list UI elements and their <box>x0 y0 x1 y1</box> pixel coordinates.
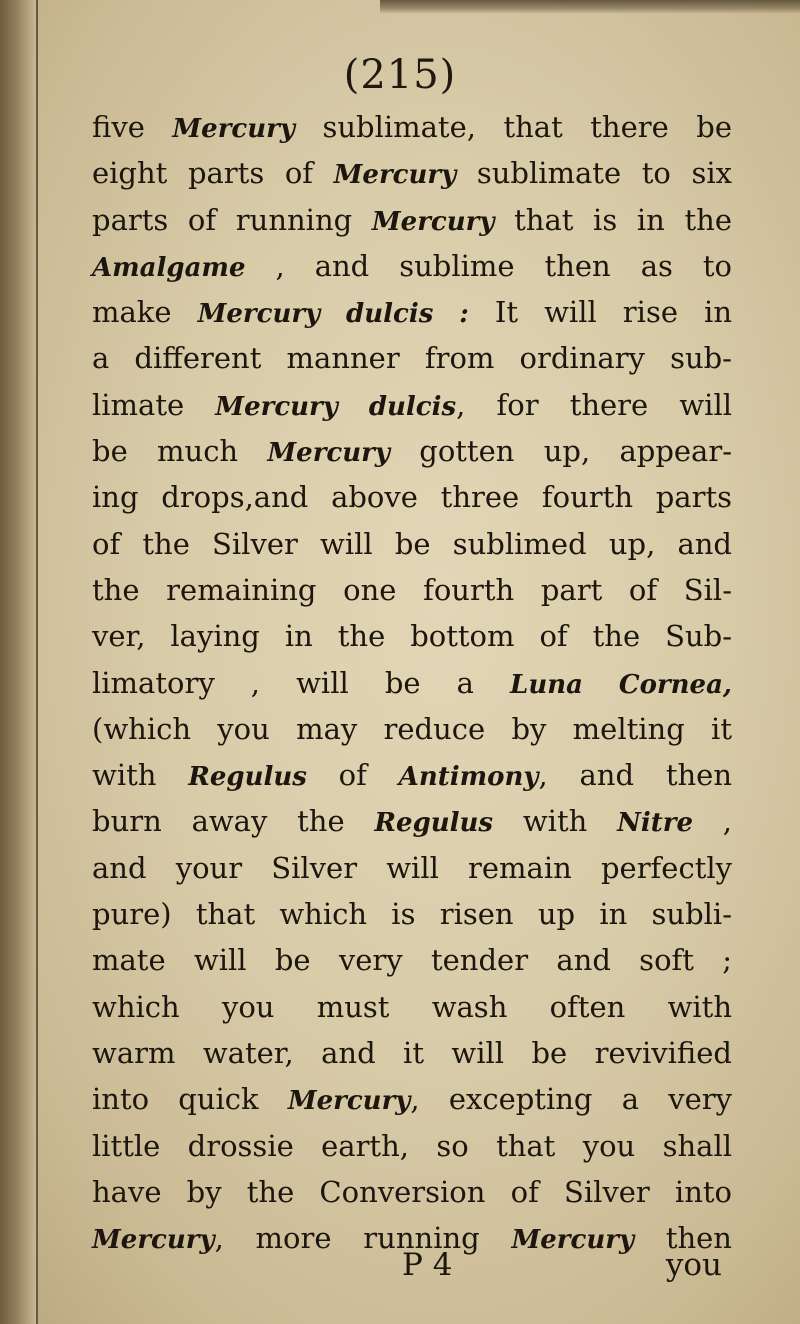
text-segment: limatory , will be a <box>92 665 511 700</box>
text-line <box>92 1123 732 1169</box>
text-line <box>92 752 732 798</box>
page-footer <box>92 1247 732 1293</box>
text-line <box>92 845 732 891</box>
italic-term: Amalgame <box>92 252 246 283</box>
italic-term: Mercury dulcis : <box>197 299 469 330</box>
text-line <box>92 428 732 474</box>
text-segment: gotten up, appear- <box>389 434 732 469</box>
text-line <box>92 1030 732 1076</box>
italic-term: Mercury <box>92 1225 215 1256</box>
text-line <box>92 1169 732 1215</box>
text-line <box>92 289 732 335</box>
text-segment: into quick <box>92 1082 288 1117</box>
text-line <box>92 660 732 706</box>
text-segment: then <box>634 1221 732 1256</box>
text-line <box>92 243 732 289</box>
text-line <box>92 150 732 196</box>
text-segment: pure) that which is risen up in subli- <box>92 897 732 932</box>
italic-term: Nitre <box>617 808 693 839</box>
text-line <box>92 706 732 752</box>
text-segment: It will rise in <box>468 295 732 330</box>
text-segment: eight parts of <box>92 156 334 191</box>
text-line <box>92 197 732 243</box>
text-segment: which you must wash often with <box>92 989 732 1024</box>
text-segment: and your Silver will remain perfectly <box>92 850 732 885</box>
text-segment: have by the Conversion of Silver into <box>92 1174 732 1209</box>
italic-term: Mercury <box>172 114 295 144</box>
text-line <box>92 1076 732 1122</box>
body-text <box>92 104 732 1261</box>
text-line <box>92 104 732 150</box>
text-segment: ing drops,and above three fourth parts <box>92 480 732 515</box>
text-segment: the remaining one fourth part of Sil- <box>92 572 732 607</box>
text-segment: limate <box>92 387 216 422</box>
text-segment: of <box>306 758 399 793</box>
italic-term: Mercury <box>371 206 495 237</box>
text-line <box>92 567 732 613</box>
text-segment: warm water, and it will be revivified <box>92 1035 732 1070</box>
text-segment: , and sublime then as to <box>245 248 732 283</box>
text-segment: parts of running <box>92 202 372 237</box>
text-segment: mate will be very tender and soft ; <box>92 943 732 978</box>
text-segment: (which you may reduce by melting it <box>92 711 732 746</box>
binding-gutter <box>0 0 38 1324</box>
text-segment: , more running <box>214 1221 512 1256</box>
italic-term: Antimony <box>398 762 539 793</box>
italic-term: Mercury <box>333 160 457 191</box>
page-number: (215) <box>343 52 457 98</box>
text-segment: burn away the <box>92 804 375 839</box>
text-segment: with <box>493 804 618 839</box>
text-line <box>92 891 732 937</box>
text-segment: be much <box>92 434 268 469</box>
text-line <box>92 798 732 844</box>
text-segment: , excepting a very <box>410 1082 732 1117</box>
text-segment: that is in the <box>494 202 732 237</box>
text-segment: sublimate, that there be <box>294 110 733 144</box>
text-segment: five <box>92 110 173 144</box>
gutter-edge-line <box>36 0 38 1324</box>
text-line <box>92 937 732 983</box>
text-segment: , <box>693 804 733 839</box>
text-segment: , for there will <box>456 387 732 422</box>
italic-term: Mercury <box>287 1086 411 1117</box>
italic-term: Mercury <box>267 438 390 469</box>
top-page-edge <box>380 0 800 14</box>
text-segment: a different manner from ordinary sub- <box>92 341 732 376</box>
text-segment: ver, laying in the bottom of the Sub- <box>92 619 732 654</box>
text-segment: little drossie earth, so that you shall <box>92 1128 732 1163</box>
text-segment: sublimate to six <box>456 156 732 191</box>
text-line <box>92 521 732 567</box>
italic-term: Mercury <box>511 1225 635 1256</box>
italic-term: Luna Cornea, <box>510 669 732 700</box>
text-segment: make <box>92 295 198 330</box>
text-line <box>92 984 732 1030</box>
text-line <box>92 474 732 520</box>
italic-term: Mercury dulcis <box>215 391 457 422</box>
catchword: you <box>665 1247 722 1283</box>
text-segment: with <box>92 758 189 793</box>
italic-term: Regulus <box>374 808 494 839</box>
signature-mark: P 4 <box>402 1247 453 1283</box>
text-line <box>92 382 732 428</box>
text-line <box>92 335 732 381</box>
text-segment: , and then <box>538 758 732 793</box>
italic-term: Regulus <box>188 762 307 793</box>
text-line <box>92 613 732 659</box>
text-segment: of the Silver will be sublimed up, and <box>92 526 732 561</box>
